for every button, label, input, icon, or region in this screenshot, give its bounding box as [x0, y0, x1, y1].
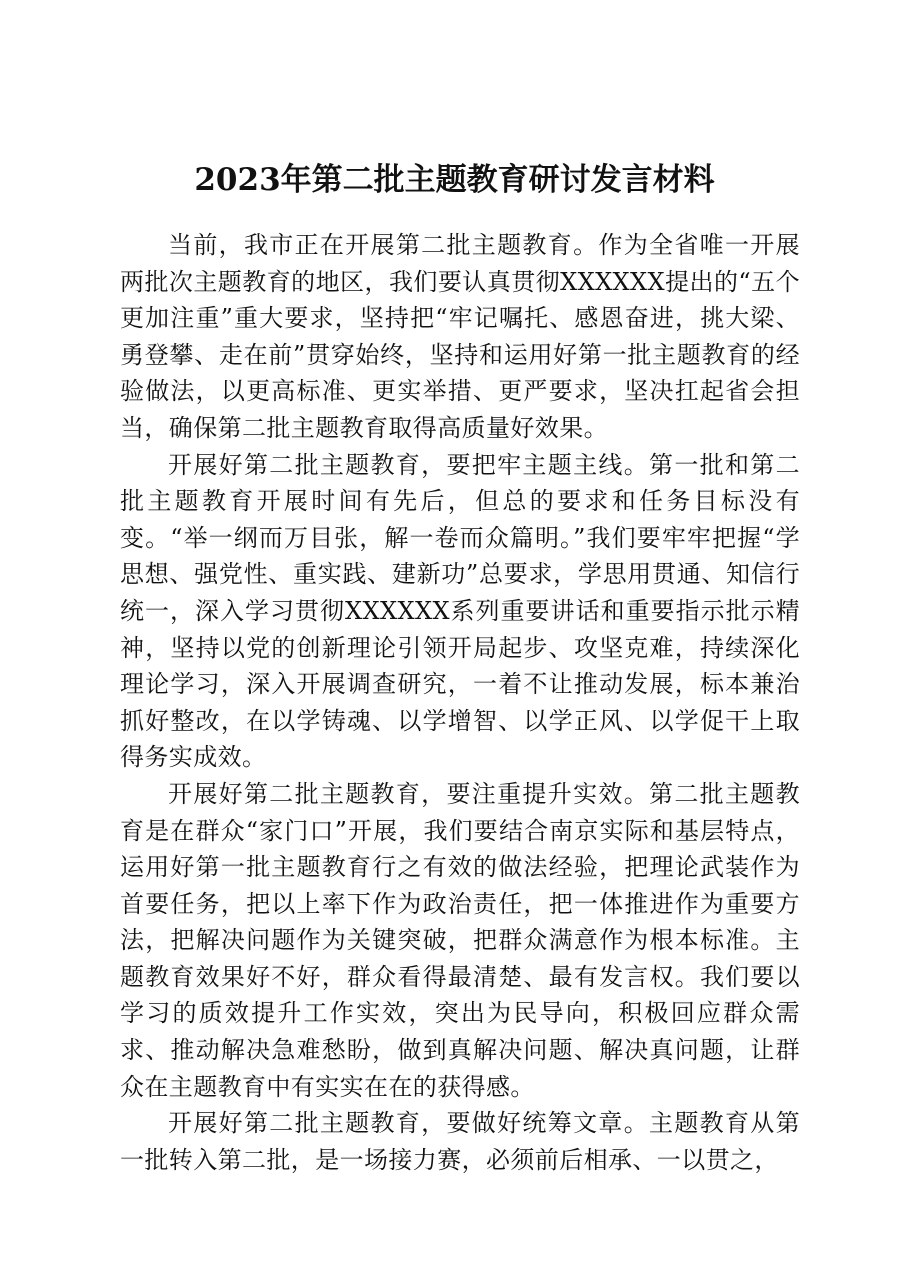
document-body — [120, 227, 800, 1178]
paragraph-3: 开展好第二批主题教育，要注重提升实效。第二批主题教育是在群众“家门口”开展，我们要结合南京实际和基层特点，运用好第一批主题教育行之有效的做法经验，把理论武装作为首要任务，把以上率下作为政治责任，把一体推进作为重要方法，把解决问题作为关键突破，把群众满意作为根本标准。主题教育效果好不好，群众看得最清楚、最有发言权。我们要以学习的质效提升工作实效，突出为民导向，积极回应群众需求、推动解决急难愁盼，做到真解决问题、解决真问题，让群众在主题教育中有实实在在的获得感。 — [120, 779, 800, 1101]
paragraph-4: 开展好第二批主题教育，要做好统筹文章。主题教育从第一批转入第二批，是一场接力赛，必须前后相承、一以贯之， — [120, 1109, 800, 1174]
paragraph-2: 开展好第二批主题教育，要把牢主题主线。第一批和第二批主题教育开展时间有先后，但总的要求和任务目标没有变。“举一纲而万目张，解一卷而众篇明。”我们要牢牢把握“学思想、强党性、重实践、建新功”总要求，学思用贯通、知信行统一，深入学习贯彻XXXXXX系列重要讲话和重要指示批示精神，坚持以党的创新理论引领开局起步、攻坚克难，持续深化理论学习，深入开展调查研究，一着不让推动发展，标本兼治抓好整改，在以学铸魂、以学增智、以学正风、以学促干上取得务实成效。 — [120, 450, 800, 772]
document-title: 2023年第二批主题教育研讨发言材料 — [194, 162, 715, 198]
paragraph-1: 当前，我市正在开展第二批主题教育。作为全省唯一开展两批次主题教育的地区，我们要认真贯彻XXXXXX提出的“五个更加注重”重大要求，坚持把“牢记嘱托、感恩奋进，挑大梁、勇登攀、走在前”贯穿始终，坚持和运用好第一批主题教育的经验做法，以更高标准、更实举措、更严要求，坚决扛起省会担当，确保第二批主题教育取得高质量好效果。 — [120, 231, 800, 442]
